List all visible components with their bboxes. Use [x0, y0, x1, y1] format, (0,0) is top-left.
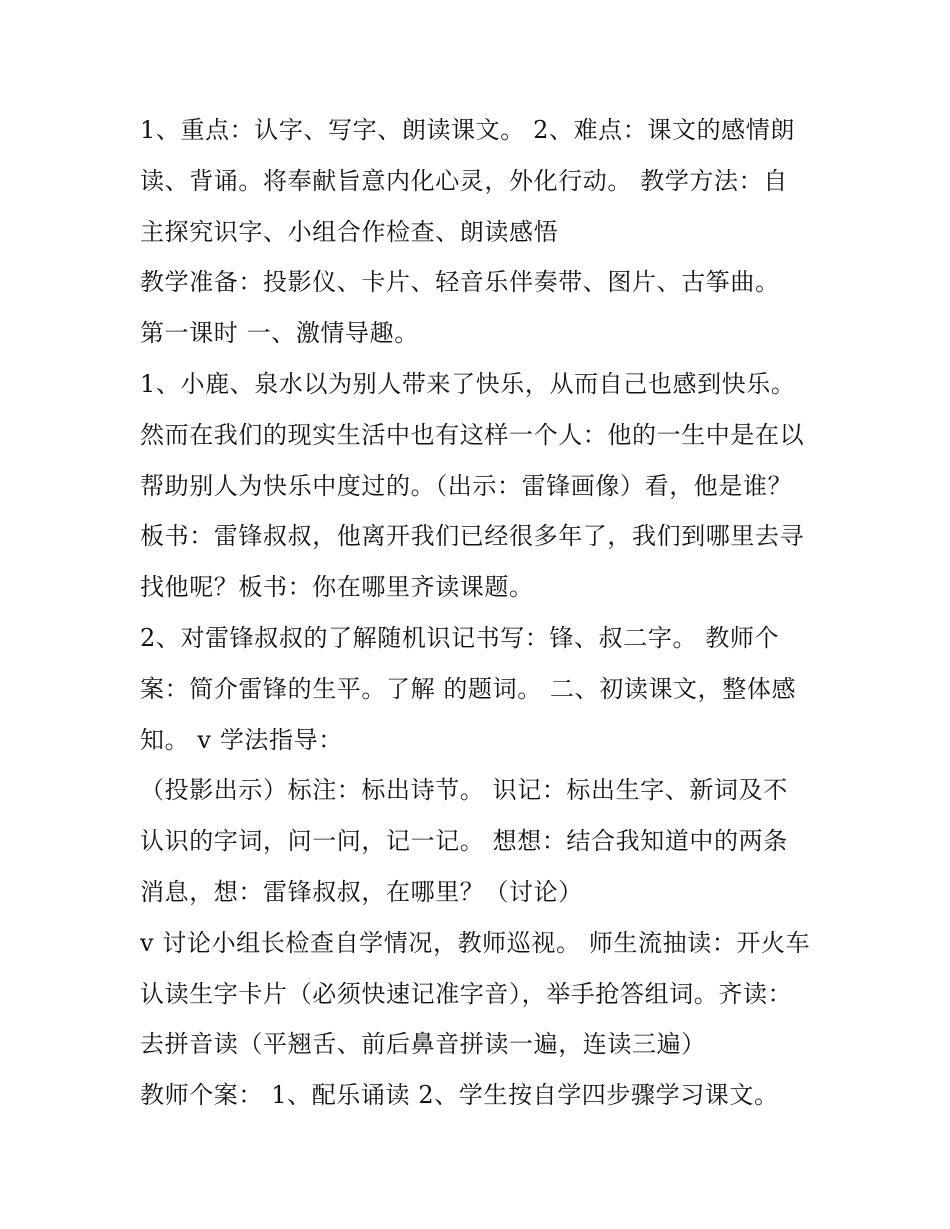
text-line: 消息，想：雷锋叔叔，在哪里？（讨论）	[140, 877, 583, 906]
text-line: 第一课时 一、激情导趣。	[140, 319, 419, 348]
text-line: 读、背诵。将奉献旨意内化心灵，外化行动。 教学方法：自	[140, 166, 788, 195]
text-line: 板书：雷锋叔叔，他离开我们已经很多年了，我们到哪里去寻	[140, 522, 805, 551]
text-line: 帮助别人为快乐中度过的。（出示：雷锋画像）看，他是谁？	[140, 471, 793, 500]
text-line: 1、小鹿、泉水以为别人带来了快乐，从而自己也感到快乐。	[140, 369, 796, 398]
text-line: v 讨论小组长检查自学情况，教师巡视。 师生流抽读：开火车	[140, 928, 811, 957]
text-line: 找他呢？板书：你在哪里齐读课题。	[140, 573, 534, 602]
document-body	[140, 105, 820, 1121]
text-line: 1、重点：认字、写字、朗读课文。 2、难点：课文的感情朗	[140, 116, 795, 144]
text-line: 案：简介雷锋的生平。了解 的题词。 二、初读课文，整体感	[140, 674, 797, 703]
text-line: 主探究识字、小组合作检查、朗读感悟	[140, 217, 559, 246]
text-line: 教学准备：投影仪、卡片、轻音乐伴奏带、图片、古筝曲。	[140, 268, 780, 297]
text-line: 认读生字卡片（必须快速记准字音），举手抢答组词。齐读：	[140, 979, 793, 1008]
text-line: （投影出示）标注：标出诗节。 识记：标出生字、新词及不	[140, 776, 788, 805]
text-line: 然而在我们的现实生活中也有这样一个人：他的一生中是在以	[140, 420, 805, 449]
text-line: 教师个案： 1、配乐诵读 2、学生按自学四步骤学习课文。	[140, 1081, 779, 1110]
text-line: 知。 v 学法指导：	[140, 725, 343, 754]
text-line: 认识的字词，问一问，记一记。 想想：结合我知道中的两条	[140, 827, 788, 856]
text-line: 2、对雷锋叔叔的了解随机识记书写：锋、叔二字。 教师个	[140, 623, 780, 652]
text-line: 去拼音读（平翘舌、前后鼻音拼读一遍，连读三遍）	[140, 1030, 706, 1059]
